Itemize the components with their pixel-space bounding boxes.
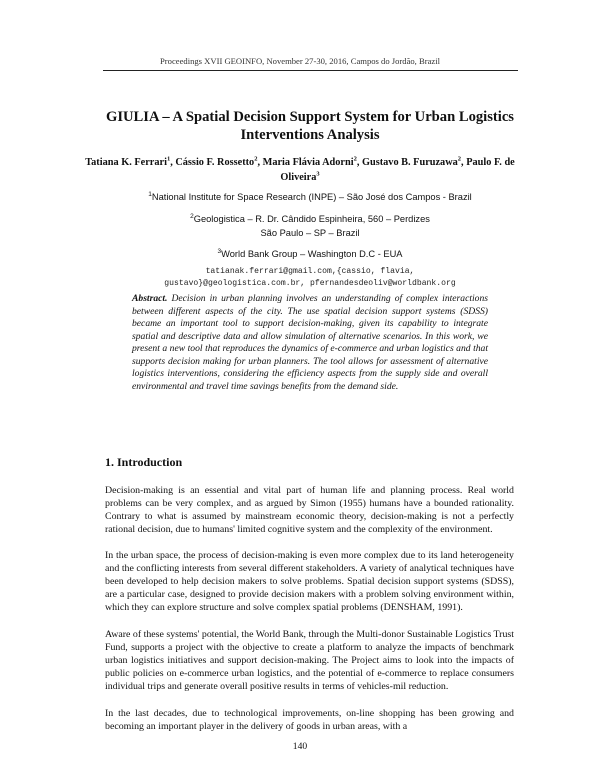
section-heading: 1. Introduction	[105, 455, 183, 469]
affiliation-text: World Bank Group – Washington D.C - EUA	[221, 249, 403, 259]
author-name: Maria Flávia Adorni	[262, 157, 354, 168]
abstract	[132, 293, 488, 393]
paper-title: GIULIA – A Spatial Decision Support System for Urban Logistics Interventions Analysis	[105, 109, 514, 143]
body-paragraph: In the urban space, the process of decision-making is even more complex due to its land heterogeneity and the conflicting interests from several different stakeholders. A variety of analytical techniques have been developed to help decision makers to solve problems. Spatial decision support systems (SDSS), are a particular case, designed to provide decision makers with a problem solving environment within, which they can explore structure and solve complex spatial problems (DENSHAM, 1991).	[105, 549, 514, 613]
email-line: gustavo}@geologistica.com.br, pfernandesdeoliv@worldbank.org	[164, 278, 456, 288]
body-paragraph: In the last decades, due to technological improvements, on-line shopping has been growing and becoming an important player in the delivery of goods in urban areas, with a	[105, 707, 514, 732]
affiliation-1	[100, 190, 520, 204]
abstract-text: Decision in urban planning involves an understanding of complex interactions between different aspects of the city. The use spatial decision support systems (SDSS) became an important tool to support decision-making, given its capability to integrate spatial and descriptive data and allow simulation of alternative scenarios. In this work, we present a new tool that reproduces the dynamics of e-commerce and urban logistics and that supports decision making for urban planners. The tool allows for assessment of alternative logistics interventions, considering the efficiency aspects from the supply side and overall environmental and travel time savings benefits from the demand side.	[132, 293, 488, 392]
affiliation-text: National Institute for Space Research (INPE) – São José dos Campos - Brazil	[151, 192, 472, 202]
author-emails	[100, 266, 520, 289]
affiliation-3	[100, 247, 520, 261]
affiliation-number: 3	[217, 247, 222, 255]
author-affiliation-mark: 2	[457, 155, 462, 163]
author-affiliation-mark: 2	[353, 155, 357, 163]
abstract-label: Abstract.	[132, 293, 168, 304]
author-name: Cássio F. Rossetto	[175, 157, 255, 168]
body-paragraph: Aware of these systems' potential, the World Bank, through the Multi-donor Sustainable Logistics Trust Fund, supports a project with the objective to create a platform to analyze the impacts of benchmark urban logistics initiatives and support decision-making. The Project aims to look into the impacts of public policies on e-commerce urban logistics, and the potential of e-commerce to replace consumers individual trips and generate overall positive results in terms of vehicles-mil reduction.	[105, 628, 514, 692]
affiliation-2	[100, 212, 520, 240]
header-rule	[103, 70, 518, 71]
affiliation-text: Geologistica – R. Dr. Cândido Espinheira, 560 – Perdizes	[193, 214, 430, 224]
page-number: 140	[292, 741, 308, 752]
author-name: Tatiana K. Ferrari	[85, 157, 167, 168]
author-affiliation-mark: 3	[316, 170, 320, 178]
author-affiliation-mark: 1	[166, 155, 171, 163]
author-name: Paulo F. de Oliveira	[280, 157, 515, 183]
body-paragraph: Decision-making is an essential and vital part of human life and planning process. Real world problems can be very complex, and as argued by Simon (1955) humans have a bounded rationality. Contrary to what is assumed by mainstream economic theory, decision-making is not a perfectly rational decision, due to humans' limited cognitive system and the complexity of the environment.	[105, 484, 514, 535]
affiliation-text: São Paulo – SP – Brazil	[260, 228, 360, 238]
author-affiliation-mark: 2	[254, 155, 258, 163]
author-name: Gustavo B. Furuzawa	[361, 157, 458, 168]
affiliation-number: 1	[148, 190, 152, 198]
email-line: tatianak.ferrari@gmail.com,{cassio, flavia,	[205, 267, 415, 276]
author-list: Tatiana K. Ferrari$^1$, Cássio F. Rossetto$^2$, Maria Flávia Adorni$^2$, Gustavo B. Furuzawa$^2$, Paulo F. de Oliveira$^3$	[85, 155, 515, 183]
affiliation-number: 2	[190, 212, 194, 220]
running-head: Proceedings XVII GEOINFO, November 27-30, 2016, Campos do Jordão, Brazil	[160, 56, 440, 66]
